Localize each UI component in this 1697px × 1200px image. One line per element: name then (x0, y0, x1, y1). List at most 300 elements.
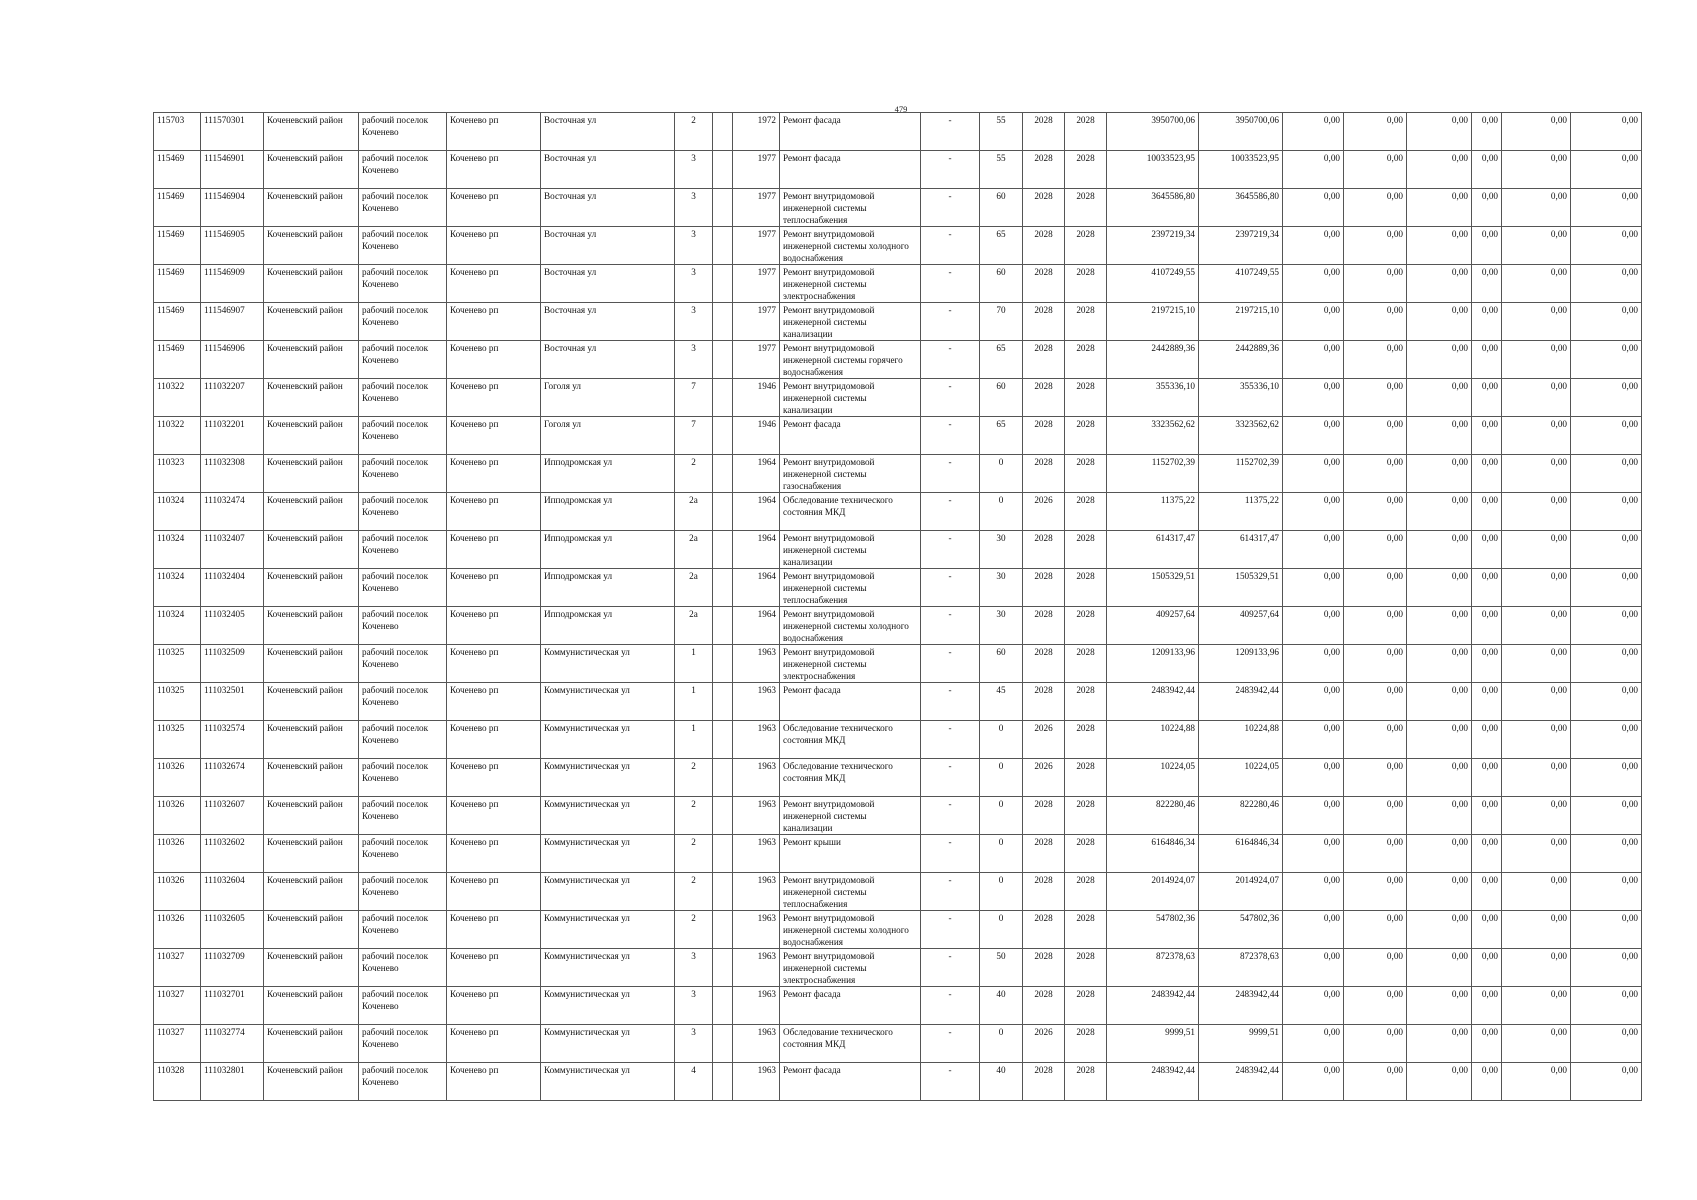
fund-cost-cell: 547802,36 (1199, 911, 1283, 949)
amount-cell-5: 0,00 (1502, 113, 1571, 151)
total-cost-cell: 4107249,55 (1107, 265, 1199, 303)
dash-cell: - (921, 113, 980, 151)
plan-year-cell: 2028 (1023, 797, 1065, 835)
work-type-cell: Ремонт крыши (780, 835, 921, 873)
building-cell (713, 835, 733, 873)
amount-cell-1: 0,00 (1283, 227, 1344, 265)
dash-cell: - (921, 341, 980, 379)
house-id-cell: 115469 (154, 265, 201, 303)
end-year-cell: 2028 (1065, 493, 1107, 531)
page-number: 479 (894, 104, 908, 114)
street-cell: Восточная ул (541, 303, 675, 341)
end-year-cell: 2028 (1065, 113, 1107, 151)
locality-cell: Коченево рп (447, 683, 541, 721)
building-cell (713, 645, 733, 683)
house-id-cell: 115469 (154, 227, 201, 265)
building-cell (713, 569, 733, 607)
wear-percent-cell: 60 (980, 379, 1023, 417)
amount-cell-6: 0,00 (1571, 683, 1642, 721)
amount-cell-5: 0,00 (1502, 873, 1571, 911)
building-cell (713, 531, 733, 569)
build-year-cell: 1977 (733, 151, 780, 189)
district-cell: Коченевский район (264, 759, 359, 797)
amount-cell-5: 0,00 (1502, 189, 1571, 227)
house-id-cell: 110325 (154, 645, 201, 683)
end-year-cell: 2028 (1065, 379, 1107, 417)
table-row (154, 151, 1642, 189)
amount-cell-4: 0,00 (1472, 455, 1502, 493)
amount-cell-2: 0,00 (1344, 721, 1407, 759)
house-id-cell: 110325 (154, 721, 201, 759)
work-type-cell: Ремонт внутридомовой инженерной системы канализации (780, 531, 921, 569)
house-number-cell: 1 (675, 721, 713, 759)
work-type-cell: Ремонт внутридомовой инженерной системы холодного водоснабжения (780, 911, 921, 949)
amount-cell-4: 0,00 (1472, 151, 1502, 189)
plan-year-cell: 2028 (1023, 569, 1065, 607)
fund-cost-cell: 6164846,34 (1199, 835, 1283, 873)
amount-cell-3: 0,00 (1407, 721, 1472, 759)
table-row (154, 987, 1642, 1025)
amount-cell-2: 0,00 (1344, 569, 1407, 607)
amount-cell-4: 0,00 (1472, 189, 1502, 227)
build-year-cell: 1963 (733, 835, 780, 873)
end-year-cell: 2028 (1065, 645, 1107, 683)
amount-cell-1: 0,00 (1283, 265, 1344, 303)
dash-cell: - (921, 151, 980, 189)
wear-percent-cell: 40 (980, 987, 1023, 1025)
work-id-cell: 111032701 (201, 987, 264, 1025)
table-row (154, 949, 1642, 987)
locality-cell: Коченево рп (447, 151, 541, 189)
work-id-cell: 111032709 (201, 949, 264, 987)
building-cell (713, 151, 733, 189)
house-id-cell: 115703 (154, 113, 201, 151)
amount-cell-3: 0,00 (1407, 151, 1472, 189)
house-number-cell: 2 (675, 797, 713, 835)
build-year-cell: 1946 (733, 417, 780, 455)
amount-cell-3: 0,00 (1407, 113, 1472, 151)
amount-cell-1: 0,00 (1283, 569, 1344, 607)
locality-cell: Коченево рп (447, 873, 541, 911)
district-cell: Коченевский район (264, 1025, 359, 1063)
amount-cell-5: 0,00 (1502, 265, 1571, 303)
amount-cell-4: 0,00 (1472, 911, 1502, 949)
amount-cell-4: 0,00 (1472, 113, 1502, 151)
dash-cell: - (921, 835, 980, 873)
house-number-cell: 2 (675, 759, 713, 797)
amount-cell-3: 0,00 (1407, 1025, 1472, 1063)
end-year-cell: 2028 (1065, 1063, 1107, 1101)
wear-percent-cell: 65 (980, 341, 1023, 379)
amount-cell-3: 0,00 (1407, 227, 1472, 265)
house-number-cell: 3 (675, 265, 713, 303)
total-cost-cell: 3323562,62 (1107, 417, 1199, 455)
amount-cell-6: 0,00 (1571, 493, 1642, 531)
table-row (154, 835, 1642, 873)
amount-cell-6: 0,00 (1571, 151, 1642, 189)
amount-cell-2: 0,00 (1344, 835, 1407, 873)
locality-cell: Коченево рп (447, 797, 541, 835)
street-cell: Гоголя ул (541, 417, 675, 455)
house-id-cell: 110327 (154, 987, 201, 1025)
work-type-cell: Ремонт внутридомовой инженерной системы холодного водоснабжения (780, 227, 921, 265)
end-year-cell: 2028 (1065, 759, 1107, 797)
house-id-cell: 110324 (154, 569, 201, 607)
building-cell (713, 1063, 733, 1101)
settlement-cell: рабочий поселок Коченево (359, 455, 447, 493)
amount-cell-5: 0,00 (1502, 797, 1571, 835)
amount-cell-6: 0,00 (1571, 645, 1642, 683)
amount-cell-1: 0,00 (1283, 645, 1344, 683)
build-year-cell: 1977 (733, 341, 780, 379)
street-cell: Восточная ул (541, 341, 675, 379)
wear-percent-cell: 70 (980, 303, 1023, 341)
total-cost-cell: 10224,88 (1107, 721, 1199, 759)
amount-cell-2: 0,00 (1344, 949, 1407, 987)
amount-cell-1: 0,00 (1283, 1025, 1344, 1063)
amount-cell-6: 0,00 (1571, 455, 1642, 493)
capital-repair-register-table (153, 112, 1642, 1101)
district-cell: Коченевский район (264, 493, 359, 531)
amount-cell-5: 0,00 (1502, 1063, 1571, 1101)
fund-cost-cell: 822280,46 (1199, 797, 1283, 835)
amount-cell-2: 0,00 (1344, 987, 1407, 1025)
house-id-cell: 110326 (154, 873, 201, 911)
total-cost-cell: 2014924,07 (1107, 873, 1199, 911)
house-id-cell: 115469 (154, 189, 201, 227)
end-year-cell: 2028 (1065, 227, 1107, 265)
work-type-cell: Ремонт внутридомовой инженерной системы теплоснабжения (780, 189, 921, 227)
table-row (154, 379, 1642, 417)
building-cell (713, 227, 733, 265)
amount-cell-1: 0,00 (1283, 455, 1344, 493)
table-row (154, 1025, 1642, 1063)
work-id-cell: 111032574 (201, 721, 264, 759)
amount-cell-2: 0,00 (1344, 189, 1407, 227)
build-year-cell: 1946 (733, 379, 780, 417)
wear-percent-cell: 60 (980, 189, 1023, 227)
locality-cell: Коченево рп (447, 227, 541, 265)
amount-cell-4: 0,00 (1472, 417, 1502, 455)
table-row (154, 189, 1642, 227)
amount-cell-3: 0,00 (1407, 835, 1472, 873)
total-cost-cell: 6164846,34 (1107, 835, 1199, 873)
amount-cell-6: 0,00 (1571, 797, 1642, 835)
work-id-cell: 111546901 (201, 151, 264, 189)
wear-percent-cell: 60 (980, 265, 1023, 303)
dash-cell: - (921, 493, 980, 531)
house-number-cell: 3 (675, 949, 713, 987)
dash-cell: - (921, 873, 980, 911)
amount-cell-2: 0,00 (1344, 645, 1407, 683)
work-type-cell: Ремонт внутридомовой инженерной системы холодного водоснабжения (780, 607, 921, 645)
build-year-cell: 1963 (733, 1063, 780, 1101)
amount-cell-1: 0,00 (1283, 607, 1344, 645)
settlement-cell: рабочий поселок Коченево (359, 759, 447, 797)
amount-cell-5: 0,00 (1502, 455, 1571, 493)
amount-cell-6: 0,00 (1571, 721, 1642, 759)
amount-cell-2: 0,00 (1344, 151, 1407, 189)
amount-cell-3: 0,00 (1407, 683, 1472, 721)
street-cell: Восточная ул (541, 151, 675, 189)
wear-percent-cell: 60 (980, 645, 1023, 683)
amount-cell-3: 0,00 (1407, 607, 1472, 645)
amount-cell-2: 0,00 (1344, 683, 1407, 721)
amount-cell-4: 0,00 (1472, 341, 1502, 379)
build-year-cell: 1977 (733, 303, 780, 341)
plan-year-cell: 2028 (1023, 683, 1065, 721)
work-id-cell: 111032407 (201, 531, 264, 569)
work-id-cell: 111032474 (201, 493, 264, 531)
amount-cell-4: 0,00 (1472, 987, 1502, 1025)
work-id-cell: 111032308 (201, 455, 264, 493)
fund-cost-cell: 2483942,44 (1199, 987, 1283, 1025)
total-cost-cell: 3950700,06 (1107, 113, 1199, 151)
building-cell (713, 873, 733, 911)
table-row (154, 759, 1642, 797)
dash-cell: - (921, 379, 980, 417)
amount-cell-5: 0,00 (1502, 911, 1571, 949)
dash-cell: - (921, 1063, 980, 1101)
fund-cost-cell: 872378,63 (1199, 949, 1283, 987)
end-year-cell: 2028 (1065, 607, 1107, 645)
work-id-cell: 111570301 (201, 113, 264, 151)
total-cost-cell: 10224,05 (1107, 759, 1199, 797)
work-type-cell: Ремонт фасада (780, 1063, 921, 1101)
amount-cell-1: 0,00 (1283, 911, 1344, 949)
wear-percent-cell: 65 (980, 227, 1023, 265)
amount-cell-5: 0,00 (1502, 303, 1571, 341)
building-cell (713, 189, 733, 227)
amount-cell-2: 0,00 (1344, 417, 1407, 455)
amount-cell-5: 0,00 (1502, 341, 1571, 379)
work-type-cell: Ремонт внутридомовой инженерной системы горячего водоснабжения (780, 341, 921, 379)
street-cell: Коммунистическая ул (541, 683, 675, 721)
table-row (154, 797, 1642, 835)
locality-cell: Коченево рп (447, 569, 541, 607)
table-row (154, 493, 1642, 531)
amount-cell-2: 0,00 (1344, 113, 1407, 151)
district-cell: Коченевский район (264, 341, 359, 379)
amount-cell-2: 0,00 (1344, 607, 1407, 645)
plan-year-cell: 2026 (1023, 759, 1065, 797)
house-number-cell: 2а (675, 607, 713, 645)
settlement-cell: рабочий поселок Коченево (359, 873, 447, 911)
wear-percent-cell: 55 (980, 113, 1023, 151)
amount-cell-2: 0,00 (1344, 873, 1407, 911)
work-type-cell: Ремонт фасада (780, 151, 921, 189)
wear-percent-cell: 65 (980, 417, 1023, 455)
house-id-cell: 115469 (154, 341, 201, 379)
amount-cell-6: 0,00 (1571, 607, 1642, 645)
locality-cell: Коченево рп (447, 607, 541, 645)
fund-cost-cell: 2483942,44 (1199, 1063, 1283, 1101)
work-id-cell: 111032607 (201, 797, 264, 835)
amount-cell-1: 0,00 (1283, 873, 1344, 911)
amount-cell-1: 0,00 (1283, 1063, 1344, 1101)
work-type-cell: Ремонт фасада (780, 683, 921, 721)
settlement-cell: рабочий поселок Коченево (359, 911, 447, 949)
locality-cell: Коченево рп (447, 721, 541, 759)
house-number-cell: 1 (675, 645, 713, 683)
amount-cell-3: 0,00 (1407, 379, 1472, 417)
table-row (154, 683, 1642, 721)
wear-percent-cell: 0 (980, 911, 1023, 949)
settlement-cell: рабочий поселок Коченево (359, 379, 447, 417)
building-cell (713, 949, 733, 987)
district-cell: Коченевский район (264, 455, 359, 493)
build-year-cell: 1963 (733, 797, 780, 835)
street-cell: Коммунистическая ул (541, 797, 675, 835)
amount-cell-1: 0,00 (1283, 341, 1344, 379)
locality-cell: Коченево рп (447, 303, 541, 341)
plan-year-cell: 2028 (1023, 227, 1065, 265)
locality-cell: Коченево рп (447, 835, 541, 873)
district-cell: Коченевский район (264, 265, 359, 303)
build-year-cell: 1964 (733, 607, 780, 645)
settlement-cell: рабочий поселок Коченево (359, 417, 447, 455)
amount-cell-3: 0,00 (1407, 265, 1472, 303)
work-id-cell: 111032604 (201, 873, 264, 911)
amount-cell-2: 0,00 (1344, 379, 1407, 417)
build-year-cell: 1977 (733, 265, 780, 303)
fund-cost-cell: 3645586,80 (1199, 189, 1283, 227)
settlement-cell: рабочий поселок Коченево (359, 493, 447, 531)
amount-cell-4: 0,00 (1472, 759, 1502, 797)
plan-year-cell: 2028 (1023, 189, 1065, 227)
house-id-cell: 110327 (154, 1025, 201, 1063)
work-id-cell: 111032207 (201, 379, 264, 417)
amount-cell-1: 0,00 (1283, 949, 1344, 987)
amount-cell-2: 0,00 (1344, 455, 1407, 493)
fund-cost-cell: 1505329,51 (1199, 569, 1283, 607)
street-cell: Ипподромская ул (541, 607, 675, 645)
house-id-cell: 115469 (154, 303, 201, 341)
amount-cell-4: 0,00 (1472, 835, 1502, 873)
district-cell: Коченевский район (264, 607, 359, 645)
locality-cell: Коченево рп (447, 1063, 541, 1101)
table-row (154, 645, 1642, 683)
fund-cost-cell: 2483942,44 (1199, 683, 1283, 721)
dash-cell: - (921, 227, 980, 265)
dash-cell: - (921, 455, 980, 493)
table-row (154, 341, 1642, 379)
building-cell (713, 607, 733, 645)
house-number-cell: 2а (675, 569, 713, 607)
house-number-cell: 3 (675, 151, 713, 189)
settlement-cell: рабочий поселок Коченево (359, 835, 447, 873)
amount-cell-1: 0,00 (1283, 759, 1344, 797)
table-row (154, 1063, 1642, 1101)
house-number-cell: 2 (675, 455, 713, 493)
district-cell: Коченевский район (264, 379, 359, 417)
street-cell: Коммунистическая ул (541, 721, 675, 759)
dash-cell: - (921, 759, 980, 797)
amount-cell-5: 0,00 (1502, 721, 1571, 759)
house-number-cell: 2а (675, 531, 713, 569)
street-cell: Коммунистическая ул (541, 759, 675, 797)
amount-cell-3: 0,00 (1407, 493, 1472, 531)
amount-cell-1: 0,00 (1283, 721, 1344, 759)
build-year-cell: 1964 (733, 455, 780, 493)
fund-cost-cell: 409257,64 (1199, 607, 1283, 645)
amount-cell-6: 0,00 (1571, 949, 1642, 987)
table-row (154, 303, 1642, 341)
house-id-cell: 110324 (154, 493, 201, 531)
wear-percent-cell: 55 (980, 151, 1023, 189)
street-cell: Ипподромская ул (541, 455, 675, 493)
street-cell: Коммунистическая ул (541, 873, 675, 911)
plan-year-cell: 2028 (1023, 607, 1065, 645)
wear-percent-cell: 40 (980, 1063, 1023, 1101)
work-type-cell: Ремонт фасада (780, 987, 921, 1025)
house-number-cell: 7 (675, 379, 713, 417)
amount-cell-4: 0,00 (1472, 1025, 1502, 1063)
district-cell: Коченевский район (264, 949, 359, 987)
end-year-cell: 2028 (1065, 455, 1107, 493)
amount-cell-4: 0,00 (1472, 721, 1502, 759)
amount-cell-5: 0,00 (1502, 417, 1571, 455)
amount-cell-1: 0,00 (1283, 303, 1344, 341)
wear-percent-cell: 0 (980, 721, 1023, 759)
total-cost-cell: 1505329,51 (1107, 569, 1199, 607)
fund-cost-cell: 614317,47 (1199, 531, 1283, 569)
build-year-cell: 1977 (733, 189, 780, 227)
settlement-cell: рабочий поселок Коченево (359, 645, 447, 683)
house-number-cell: 3 (675, 303, 713, 341)
district-cell: Коченевский район (264, 835, 359, 873)
amount-cell-1: 0,00 (1283, 683, 1344, 721)
register-body (154, 113, 1642, 1101)
wear-percent-cell: 0 (980, 797, 1023, 835)
total-cost-cell: 822280,46 (1107, 797, 1199, 835)
work-type-cell: Ремонт фасада (780, 417, 921, 455)
amount-cell-2: 0,00 (1344, 341, 1407, 379)
amount-cell-6: 0,00 (1571, 873, 1642, 911)
work-id-cell: 111032509 (201, 645, 264, 683)
total-cost-cell: 355336,10 (1107, 379, 1199, 417)
work-type-cell: Ремонт внутридомовой инженерной системы газоснабжения (780, 455, 921, 493)
build-year-cell: 1977 (733, 227, 780, 265)
work-id-cell: 111032602 (201, 835, 264, 873)
house-number-cell: 2 (675, 835, 713, 873)
house-number-cell: 2 (675, 873, 713, 911)
settlement-cell: рабочий поселок Коченево (359, 721, 447, 759)
building-cell (713, 455, 733, 493)
locality-cell: Коченево рп (447, 759, 541, 797)
build-year-cell: 1963 (733, 911, 780, 949)
building-cell (713, 341, 733, 379)
amount-cell-6: 0,00 (1571, 835, 1642, 873)
plan-year-cell: 2026 (1023, 493, 1065, 531)
end-year-cell: 2028 (1065, 873, 1107, 911)
amount-cell-4: 0,00 (1472, 797, 1502, 835)
fund-cost-cell: 2014924,07 (1199, 873, 1283, 911)
build-year-cell: 1964 (733, 493, 780, 531)
amount-cell-6: 0,00 (1571, 569, 1642, 607)
house-number-cell: 3 (675, 227, 713, 265)
work-type-cell: Обследование технического состояния МКД (780, 1025, 921, 1063)
amount-cell-2: 0,00 (1344, 531, 1407, 569)
table-row (154, 113, 1642, 151)
total-cost-cell: 2397219,34 (1107, 227, 1199, 265)
settlement-cell: рабочий поселок Коченево (359, 987, 447, 1025)
amount-cell-2: 0,00 (1344, 911, 1407, 949)
total-cost-cell: 2483942,44 (1107, 1063, 1199, 1101)
amount-cell-1: 0,00 (1283, 379, 1344, 417)
fund-cost-cell: 4107249,55 (1199, 265, 1283, 303)
amount-cell-4: 0,00 (1472, 379, 1502, 417)
